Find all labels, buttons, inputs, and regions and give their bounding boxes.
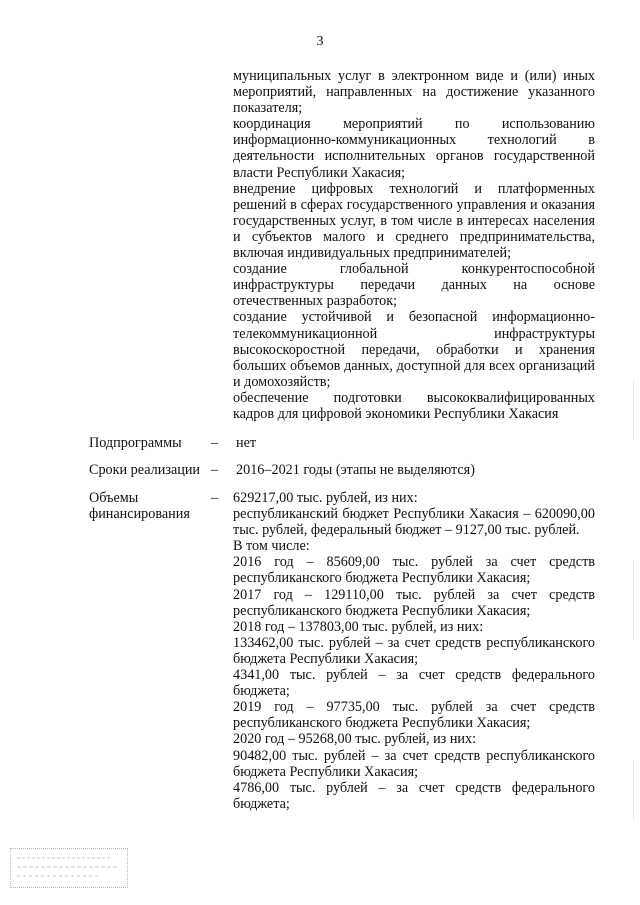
financing-line: 90482,00 тыс. рублей – за счет средств республиканского бюджета Республики Хакасия; bbox=[233, 747, 595, 780]
terms-dash: – bbox=[211, 462, 219, 478]
financing-dash: – bbox=[211, 490, 219, 506]
financing-label: Объемы финансирования bbox=[89, 490, 190, 523]
goal-item: координация мероприятий по использованию информационно-коммуникационных технологий в деятельности исполнительных органов государственной власти Республики Хакасия; bbox=[233, 116, 595, 181]
financing-line: 4786,00 тыс. рублей – за счет средств федерального бюджета; bbox=[233, 779, 595, 812]
financing-line: 2019 год – 97735,00 тыс. рублей за счет средств республиканского бюджета Республики Хакасия; bbox=[233, 699, 595, 732]
financing-line: республиканский бюджет Республики Хакасия – 620090,00 тыс. рублей, федеральный бюджет – 9127,00 тыс. рублей. bbox=[233, 506, 595, 539]
goal-item: внедрение цифровых технологий и платформенных решений в сферах государственного управления и оказания государственных услуг, в том числе в интересах населения и субъектов малого и среднего предпринимательства, включая индивидуальных предпринимателей; bbox=[233, 180, 595, 262]
financing-line: 629217,00 тыс. рублей, из них: bbox=[233, 490, 418, 506]
financing-line: 133462,00 тыс. рублей – за счет средств республиканского бюджета Республики Хакасия; bbox=[233, 634, 595, 667]
goal-item: создание устойчивой и безопасной информационно-телекоммуникационной инфраструктуры высокоскоростной передачи, обработки и хранения больших объемов данных, доступной для всех организаций и домохозяйств; bbox=[233, 309, 595, 390]
scan-edge-mark bbox=[633, 760, 634, 820]
terms-label: Сроки реализации bbox=[89, 462, 201, 478]
subprograms-label: Подпрограммы bbox=[89, 435, 182, 451]
subprograms-value: нет bbox=[236, 435, 257, 451]
stamp-scribble bbox=[15, 852, 123, 884]
page-number: 3 bbox=[316, 34, 324, 49]
financing-details bbox=[233, 490, 595, 812]
financing-line: 4341,00 тыс. рублей – за счет средств федерального бюджета; bbox=[233, 667, 595, 700]
faded-stamp bbox=[10, 848, 128, 888]
financing-line: 2016 год – 85609,00 тыс. рублей за счет средств республиканского бюджета Республики Хакасия; bbox=[233, 554, 595, 587]
terms-value: 2016–2021 годы (этапы не выделяются) bbox=[236, 462, 475, 478]
scan-edge-mark bbox=[633, 560, 634, 640]
goal-item: муниципальных услуг в электронном виде и (или) иных мероприятий, направленных на достижение указанного показателя; bbox=[233, 68, 595, 117]
goal-item: создание глобальной конкурентоспособной инфраструктуры передачи данных на основе отечественных разработок; bbox=[233, 261, 595, 310]
financing-line: 2017 год – 129110,00 тыс. рублей за счет средств республиканского бюджета Республики Хакасия; bbox=[233, 586, 595, 619]
goals-continuation bbox=[233, 68, 595, 422]
financing-line: 2018 год – 137803,00 тыс. рублей, из них: bbox=[233, 618, 484, 635]
financing-line: 2020 год – 95268,00 тыс. рублей, из них: bbox=[233, 731, 477, 748]
subprograms-dash: – bbox=[211, 435, 219, 451]
financing-line: В том числе: bbox=[233, 538, 310, 555]
goal-item: обеспечение подготовки высококвалифицированных кадров для цифровой экономики Республики Хакасия bbox=[233, 389, 595, 422]
scan-edge-mark bbox=[633, 380, 634, 440]
